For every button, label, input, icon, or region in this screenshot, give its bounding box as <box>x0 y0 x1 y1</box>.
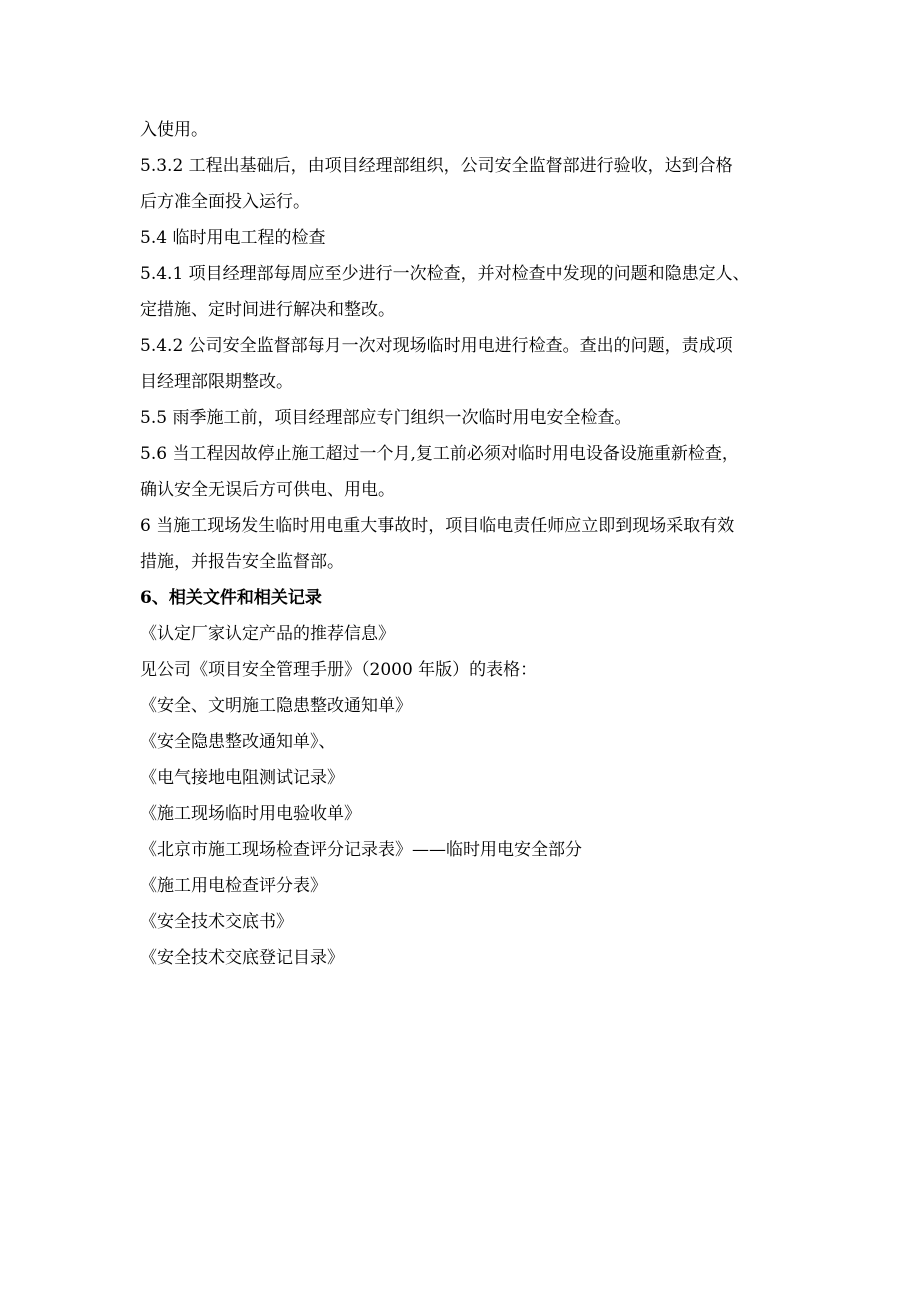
record-line: 《施工现场临时用电验收单》 <box>140 804 361 824</box>
body-line: 6 当施工现场发生临时用电重大事故时，项目临电责任师应立即到现场采取有效 <box>140 516 735 536</box>
body-line: 5.4 临时用电工程的检查 <box>140 228 326 248</box>
body-line: 5.6 当工程因故停止施工超过一个月,复工前必须对临时用电设备设施重新检查， <box>140 444 739 464</box>
body-line: 目经理部限期整改。 <box>140 372 293 392</box>
record-line: 《安全技术交底登记目录》 <box>140 948 344 968</box>
record-line: 见公司《项目安全管理手册》（2000 年版）的表格： <box>140 660 538 680</box>
record-line: 《认定厂家认定产品的推荐信息》 <box>140 624 395 644</box>
body-line: 定措施、定时间进行解决和整改。 <box>140 300 395 320</box>
body-line: 5.4.2 公司安全监督部每月一次对现场临时用电进行检查。查出的问题，责成项 <box>140 336 733 356</box>
body-line: 入使用。 <box>140 120 208 140</box>
body-line: 5.5 雨季施工前，项目经理部应专门组织一次临时用电安全检查。 <box>140 408 632 428</box>
body-line: 措施，并报告安全监督部。 <box>140 552 344 572</box>
body-line: 确认安全无误后方可供电、用电。 <box>140 480 395 500</box>
body-line: 后方准全面投入运行。 <box>140 192 310 212</box>
record-line: 《北京市施工现场检查评分记录表》——临时用电安全部分 <box>140 840 582 860</box>
section-heading: 6、相关文件和相关记录 <box>140 588 322 608</box>
record-line: 《电气接地电阻测试记录》 <box>140 768 344 788</box>
record-line: 《安全、文明施工隐患整改通知单》 <box>140 696 412 716</box>
record-line: 《安全隐患整改通知单》、 <box>140 732 336 752</box>
body-line: 5.4.1 项目经理部每周应至少进行一次检查，并对检查中发现的问题和隐患定人、 <box>140 264 750 284</box>
record-line: 《施工用电检查评分表》 <box>140 876 327 896</box>
body-line: 5.3.2 工程出基础后，由项目经理部组织，公司安全监督部进行验收，达到合格 <box>140 156 733 176</box>
document-content <box>140 112 790 976</box>
record-line: 《安全技术交底书》 <box>140 912 293 932</box>
